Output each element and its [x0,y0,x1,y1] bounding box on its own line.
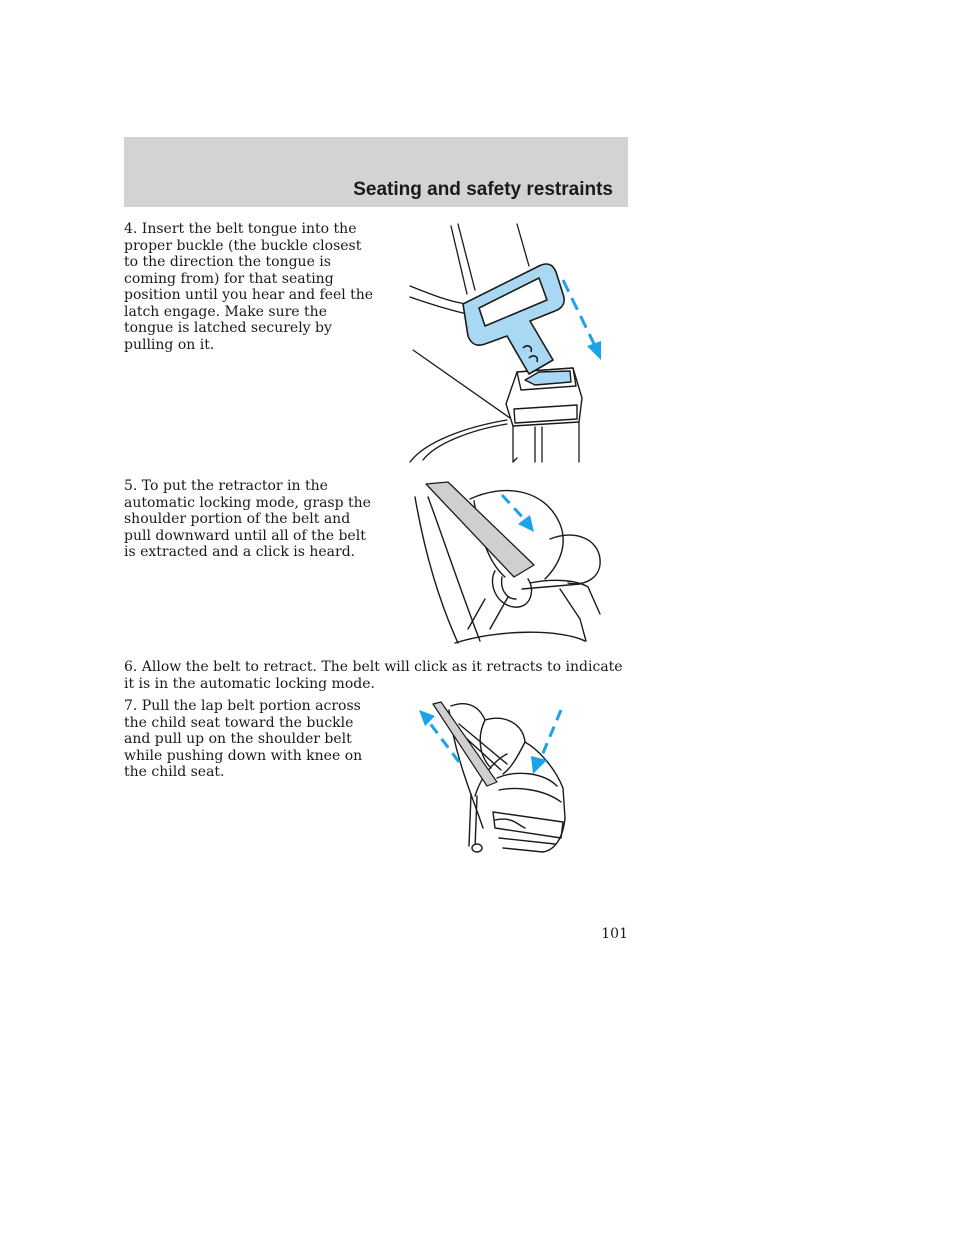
step-5-text: 5. To put the retractor in the automatic locking mode, grasp the shoulder portion of the belt and pull downward until all of the belt is extracted and a click is heard. [124,478,371,560]
belt-tongue-insert-illustration [405,222,610,464]
shoulder-belt-pull-illustration [410,479,605,645]
step-4-text: 4. Insert the belt tongue into the proper buckle (the buckle closest to the direction the tongue is coming from) for that seating position until you hear and feel the latch engage. Make sure the tongue is latched securely by pulling on it. [124,221,374,353]
page-number: 101 [601,926,628,942]
child-seat-lap-belt-illustration [415,698,575,866]
section-title: Seating and safety restraints [353,179,613,200]
step-7-text: 7. Pull the lap belt portion across the child seat toward the buckle and pull up on the shoulder belt while pushing down with knee on the child seat. [124,698,363,780]
step-6-text: 6. Allow the belt to retract. The belt will click as it retracts to indicate it is in the automatic locking mode. [124,659,623,692]
section-header-band [124,137,628,207]
